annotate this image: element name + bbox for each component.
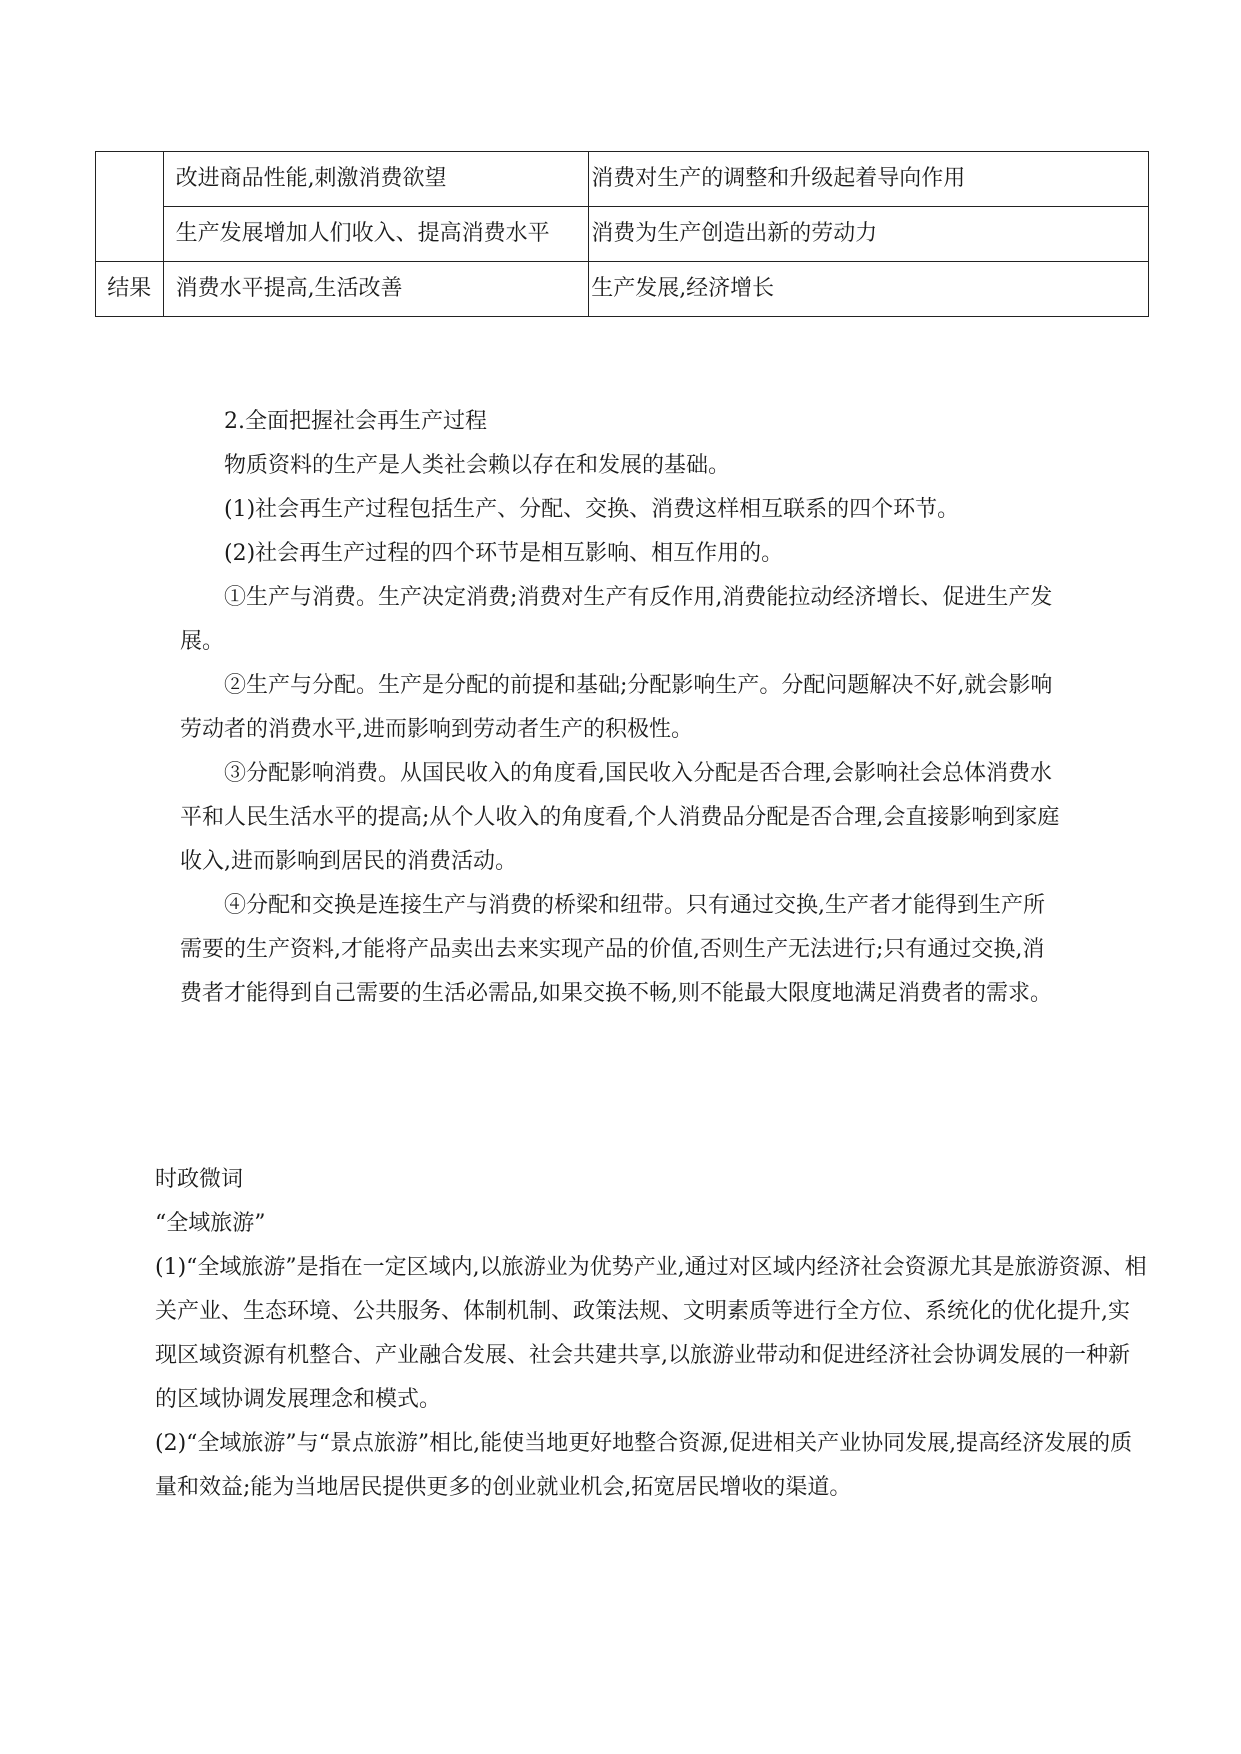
comparison-table: [95, 151, 1149, 317]
section-heading: 时政微词: [155, 1167, 244, 1192]
table-cell: 生产发展,经济增长: [589, 262, 1149, 317]
table-cell-label: 结果: [96, 262, 164, 317]
current-affairs-section: [155, 1158, 1150, 1510]
paragraph: 物质资料的生产是人类社会赖以存在和发展的基础。: [224, 453, 731, 478]
paragraph: ②生产与分配。生产是分配的前提和基础;分配影响生产。分配问题解决不好,就会影响劳动者的消费水平,进而影响到劳动者生产的积极性。: [180, 673, 1053, 742]
table-cell: 改进商品性能,刺激消费欲望: [163, 152, 589, 207]
table-row: [96, 207, 1149, 262]
table-cell: 消费为生产创造出新的劳动力: [589, 207, 1149, 262]
table-row: [96, 262, 1149, 317]
table-row: [96, 152, 1149, 207]
table-cell: 生产发展增加人们收入、提高消费水平: [163, 207, 589, 262]
table-cell: 消费水平提高,生活改善: [163, 262, 589, 317]
table-cell-label: [96, 152, 164, 262]
paragraph: (2)社会再生产过程的四个环节是相互影响、相互作用的。: [224, 541, 784, 566]
paragraph: (1)“全域旅游”是指在一定区域内,以旅游业为优势产业,通过对区域内经济社会资源尤其是旅游资源、相关产业、生态环境、公共服务、体制机制、政策法规、文明素质等进行全方位、系统化的优化提升,实现区域资源有机整合、产业融合发展、社会共建共享,以旅游业带动和促进经济社会协调发展的一种新的区域协调发展理念和模式。: [155, 1255, 1147, 1412]
term-title: “全域旅游”: [155, 1211, 266, 1236]
table-cell: 消费对生产的调整和升级起着导向作用: [589, 152, 1149, 207]
paragraph: ③分配影响消费。从国民收入的角度看,国民收入分配是否合理,会影响社会总体消费水平和人民生活水平的提高;从个人收入的角度看,个人消费品分配是否合理,会直接影响到家庭收入,进而影响到居民的消费活动。: [180, 761, 1060, 874]
section-heading: 2.全面把握社会再生产过程: [224, 409, 487, 434]
paragraph: ①生产与消费。生产决定消费;消费对生产有反作用,消费能拉动经济增长、促进生产发展。: [180, 585, 1053, 654]
reproduction-section: [180, 400, 1060, 1016]
paragraph: (1)社会再生产过程包括生产、分配、交换、消费这样相互联系的四个环节。: [224, 497, 960, 522]
paragraph: ④分配和交换是连接生产与消费的桥梁和纽带。只有通过交换,生产者才能得到生产所需要的生产资料,才能将产品卖出去来实现产品的价值,否则生产无法进行;只有通过交换,消费者才能得到自己需要的生活必需品,如果交换不畅,则不能最大限度地满足消费者的需求。: [180, 893, 1052, 1006]
paragraph: (2)“全域旅游”与“景点旅游”相比,能使当地更好地整合资源,促进相关产业协同发展,提高经济发展的质量和效益;能为当地居民提供更多的创业就业机会,拓宽居民增收的渠道。: [155, 1431, 1133, 1500]
